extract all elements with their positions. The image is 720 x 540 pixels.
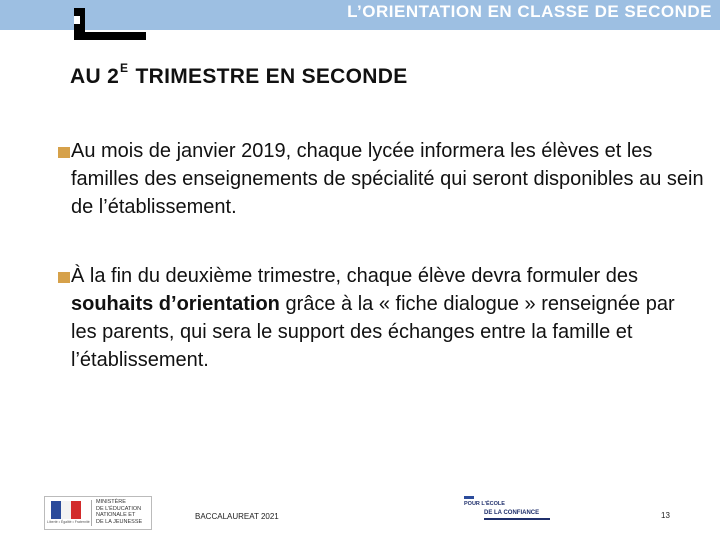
corner-bracket-decoration: [74, 8, 146, 40]
bullet-text: [71, 262, 704, 374]
bullet-item: [54, 137, 704, 221]
footer-label: BACCALAUREAT 2021: [195, 512, 279, 521]
heading-superscript: E: [120, 61, 129, 75]
logo-underline: [484, 518, 550, 520]
ministry-motto: Liberté • Égalité • Fraternité: [47, 520, 90, 524]
heading-text-post: TRIMESTRE EN SECONDE: [129, 65, 408, 88]
page-number: 13: [661, 511, 670, 520]
logo-bar-icon: [464, 496, 474, 499]
bullet-text-after: grâce à la « fiche dialogue » renseignée par les parents, qui sera le support des échanges entre la famille et l’établissement.: [71, 293, 675, 371]
bullet-text: Au mois de janvier 2019, chaque lycée informera les élèves et les familles des enseignements de spécialité qui seront disponibles au sein de l’établissement.: [71, 140, 704, 218]
logo-divider: [91, 500, 92, 526]
footer: [0, 490, 720, 540]
bullet-item: [54, 262, 704, 374]
ministry-name: MINISTÈRE DE L’ÉDUCATION NATIONALE ET DE LA JEUNESSE: [96, 499, 143, 525]
ecole-confiance-logo: [462, 496, 552, 526]
logo-line-2: DE LA CONFIANCE: [484, 510, 540, 516]
bullet-text-bold: souhaits d’orientation: [71, 293, 280, 315]
square-bullet-icon: [58, 272, 70, 283]
slide-header-title: L’ORIENTATION EN CLASSE DE SECONDE: [347, 2, 712, 21]
square-bullet-icon: [58, 147, 70, 158]
ministry-logo: [44, 496, 152, 530]
marianne-flag-icon: [51, 501, 81, 519]
bullet-text-before: À la fin du deuxième trimestre, chaque élève devra formuler des: [71, 265, 638, 287]
section-heading: [70, 61, 408, 89]
heading-text-pre: AU 2: [70, 65, 120, 88]
logo-line-1: POUR L’ÉCOLE: [464, 501, 505, 507]
